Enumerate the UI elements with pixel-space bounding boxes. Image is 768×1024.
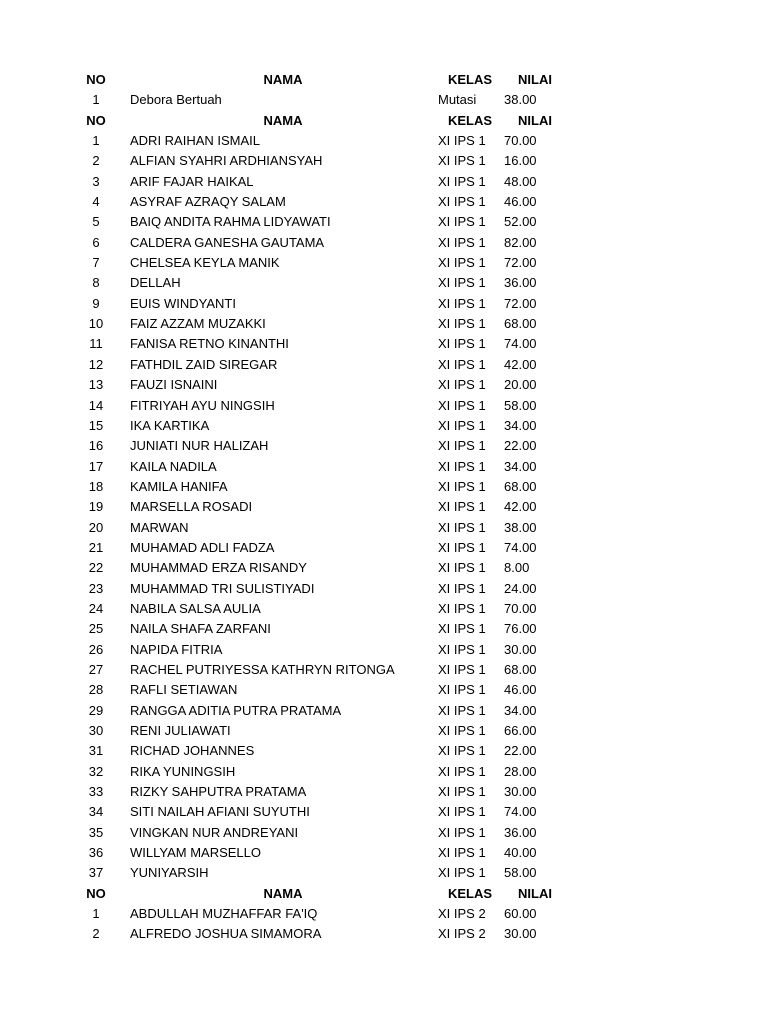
cell-no: 26 bbox=[88, 641, 104, 657]
cell-nilai: 82.00 bbox=[504, 234, 537, 250]
cell-kelas: XI IPS 1 bbox=[438, 580, 486, 596]
cell-kelas: XI IPS 1 bbox=[438, 153, 486, 169]
cell-kelas: XI IPS 2 bbox=[438, 926, 486, 942]
cell-kelas: XI IPS 2 bbox=[438, 906, 486, 922]
cell-kelas: XI IPS 1 bbox=[438, 458, 486, 474]
table-row bbox=[0, 273, 768, 293]
table-row bbox=[0, 599, 768, 619]
header-no: NO bbox=[86, 885, 106, 901]
table-row bbox=[0, 497, 768, 517]
cell-nama: FANISA RETNO KINANTHI bbox=[130, 336, 289, 352]
cell-nilai: 74.00 bbox=[504, 336, 537, 352]
cell-nama: SITI NAILAH AFIANI SUYUTHI bbox=[130, 804, 310, 820]
grade-sheet bbox=[0, 70, 768, 945]
cell-nilai: 22.00 bbox=[504, 438, 537, 454]
cell-no: 20 bbox=[88, 519, 104, 535]
header-nilai: NILAI bbox=[518, 885, 552, 901]
table-row bbox=[0, 396, 768, 416]
cell-no: 31 bbox=[88, 743, 104, 759]
table-row bbox=[0, 518, 768, 538]
cell-kelas: XI IPS 1 bbox=[438, 356, 486, 372]
cell-nama: CALDERA GANESHA GAUTAMA bbox=[130, 234, 325, 250]
cell-nilai: 34.00 bbox=[504, 417, 537, 433]
cell-no: 28 bbox=[88, 682, 104, 698]
cell-nama: KAILA NADILA bbox=[130, 458, 217, 474]
cell-nilai: 8.00 bbox=[504, 560, 530, 576]
cell-no: 2 bbox=[92, 153, 100, 169]
cell-nama: IKA KARTIKA bbox=[130, 417, 210, 433]
cell-nilai: 52.00 bbox=[504, 214, 537, 230]
cell-nilai: 22.00 bbox=[504, 743, 537, 759]
cell-no: 15 bbox=[88, 417, 104, 433]
cell-nilai: 70.00 bbox=[504, 133, 537, 149]
cell-nilai: 42.00 bbox=[504, 356, 537, 372]
table-row bbox=[0, 762, 768, 782]
cell-nama: MARWAN bbox=[130, 519, 189, 535]
cell-nilai: 28.00 bbox=[504, 763, 537, 779]
cell-nama: ARIF FAJAR HAIKAL bbox=[130, 173, 254, 189]
cell-nama: YUNIYARSIH bbox=[130, 865, 209, 881]
cell-nama: RICHAD JOHANNES bbox=[130, 743, 255, 759]
cell-no: 4 bbox=[92, 194, 100, 210]
cell-kelas: XI IPS 1 bbox=[438, 824, 486, 840]
cell-kelas: XI IPS 1 bbox=[438, 600, 486, 616]
cell-nama: KAMILA HANIFA bbox=[130, 478, 228, 494]
cell-kelas: XI IPS 1 bbox=[438, 763, 486, 779]
cell-nilai: 68.00 bbox=[504, 316, 537, 332]
cell-nama: FAIZ AZZAM MUZAKKI bbox=[130, 316, 266, 332]
cell-no: 22 bbox=[88, 560, 104, 576]
cell-nama: WILLYAM MARSELLO bbox=[130, 845, 261, 861]
cell-no: 10 bbox=[88, 316, 104, 332]
cell-nilai: 34.00 bbox=[504, 702, 537, 718]
cell-kelas: XI IPS 1 bbox=[438, 133, 486, 149]
table-row bbox=[0, 253, 768, 273]
cell-nama: ABDULLAH MUZHAFFAR FA'IQ bbox=[130, 906, 318, 922]
cell-kelas: XI IPS 1 bbox=[438, 845, 486, 861]
table-row bbox=[0, 436, 768, 456]
cell-nilai: 42.00 bbox=[504, 499, 537, 515]
cell-nilai: 24.00 bbox=[504, 580, 537, 596]
cell-kelas: XI IPS 1 bbox=[438, 397, 486, 413]
cell-nilai: 40.00 bbox=[504, 845, 537, 861]
cell-kelas: XI IPS 1 bbox=[438, 682, 486, 698]
table-row bbox=[0, 416, 768, 436]
cell-nama: BAIQ ANDITA RAHMA LIDYAWATI bbox=[130, 214, 331, 230]
cell-no: 17 bbox=[88, 458, 104, 474]
table-row bbox=[0, 457, 768, 477]
table-header-row bbox=[0, 70, 768, 90]
cell-no: 25 bbox=[88, 621, 104, 637]
cell-kelas: XI IPS 1 bbox=[438, 743, 486, 759]
cell-no: 3 bbox=[92, 173, 100, 189]
cell-nama: ALFIAN SYAHRI ARDHIANSYAH bbox=[130, 153, 323, 169]
header-kelas: KELAS bbox=[447, 112, 493, 128]
cell-nama: RACHEL PUTRIYESSA KATHRYN RITONGA bbox=[130, 661, 395, 677]
cell-nama: Debora Bertuah bbox=[130, 92, 222, 108]
cell-nama: NAPIDA FITRIA bbox=[130, 641, 223, 657]
table-row bbox=[0, 334, 768, 354]
cell-nilai: 70.00 bbox=[504, 600, 537, 616]
table-row bbox=[0, 904, 768, 924]
cell-no: 23 bbox=[88, 580, 104, 596]
cell-nilai: 74.00 bbox=[504, 804, 537, 820]
cell-nama: NABILA SALSA AULIA bbox=[130, 600, 261, 616]
cell-kelas: XI IPS 1 bbox=[438, 316, 486, 332]
cell-no: 9 bbox=[92, 295, 100, 311]
header-nama: NAMA bbox=[263, 885, 303, 901]
table-header-row bbox=[0, 111, 768, 131]
cell-no: 11 bbox=[89, 336, 103, 352]
cell-nilai: 36.00 bbox=[504, 275, 537, 291]
cell-kelas: XI IPS 1 bbox=[438, 723, 486, 738]
cell-nilai: 38.00 bbox=[504, 519, 537, 535]
table-row bbox=[0, 924, 768, 944]
cell-nilai: 46.00 bbox=[504, 682, 537, 698]
table-row bbox=[0, 660, 768, 680]
cell-nama: MUHAMAD ADLI FADZA bbox=[130, 539, 275, 555]
table-row bbox=[0, 701, 768, 721]
table-row bbox=[0, 294, 768, 314]
table-row bbox=[0, 579, 768, 599]
cell-nama: MUHAMMAD ERZA RISANDY bbox=[130, 560, 307, 576]
header-nilai: NILAI bbox=[518, 72, 552, 87]
table-row bbox=[0, 375, 768, 395]
header-kelas: KELAS bbox=[447, 72, 493, 87]
cell-kelas: XI IPS 1 bbox=[438, 621, 486, 637]
cell-nilai: 58.00 bbox=[504, 865, 537, 881]
table-row bbox=[0, 172, 768, 192]
cell-no: 33 bbox=[88, 784, 104, 800]
cell-no: 7 bbox=[92, 255, 100, 271]
cell-kelas: XI IPS 1 bbox=[438, 865, 486, 881]
cell-kelas: XI IPS 1 bbox=[438, 438, 486, 454]
cell-nilai: 58.00 bbox=[504, 397, 537, 413]
header-kelas: KELAS bbox=[447, 885, 493, 901]
header-nilai: NILAI bbox=[518, 112, 552, 128]
table-row bbox=[0, 640, 768, 660]
header-nama: NAMA bbox=[263, 112, 303, 128]
cell-no: 21 bbox=[88, 539, 104, 555]
cell-kelas: XI IPS 1 bbox=[438, 194, 486, 210]
cell-nama: ALFREDO JOSHUA SIMAMORA bbox=[130, 926, 322, 942]
cell-nama: FATHDIL ZAID SIREGAR bbox=[130, 356, 278, 372]
table-row bbox=[0, 863, 768, 883]
table-row bbox=[0, 538, 768, 558]
cell-nama: ASYRAF AZRAQY SALAM bbox=[130, 194, 286, 210]
cell-nama: FITRIYAH AYU NINGSIH bbox=[130, 397, 275, 413]
table-row bbox=[0, 314, 768, 334]
cell-no: 18 bbox=[88, 478, 104, 494]
cell-no: 14 bbox=[88, 397, 104, 413]
cell-nama: RAFLI SETIAWAN bbox=[130, 682, 238, 698]
cell-nilai: 68.00 bbox=[504, 661, 537, 677]
cell-nilai: 76.00 bbox=[504, 621, 537, 637]
table-row bbox=[0, 802, 768, 822]
table-row bbox=[0, 619, 768, 639]
cell-nilai: 20.00 bbox=[504, 377, 537, 393]
cell-no: 29 bbox=[88, 702, 104, 718]
cell-kelas: XI IPS 1 bbox=[438, 478, 486, 494]
table-row bbox=[0, 782, 768, 802]
cell-no: 24 bbox=[88, 600, 104, 616]
cell-kelas: XI IPS 1 bbox=[438, 519, 486, 535]
cell-kelas: XI IPS 1 bbox=[438, 377, 486, 393]
cell-nilai: 30.00 bbox=[504, 926, 537, 942]
cell-nama: MARSELLA ROSADI bbox=[130, 499, 253, 515]
cell-nama: RENI JULIAWATI bbox=[130, 723, 231, 738]
cell-nama: MUHAMMAD TRI SULISTIYADI bbox=[130, 580, 315, 596]
table-row bbox=[0, 558, 768, 578]
table-row bbox=[0, 680, 768, 700]
cell-kelas: XI IPS 1 bbox=[438, 539, 486, 555]
table-row bbox=[0, 823, 768, 843]
table-row bbox=[0, 90, 768, 110]
cell-nama: RIZKY SAHPUTRA PRATAMA bbox=[130, 784, 307, 800]
cell-no: 8 bbox=[92, 275, 100, 291]
table-row bbox=[0, 843, 768, 863]
cell-no: 1 bbox=[92, 906, 100, 922]
cell-nama: NAILA SHAFA ZARFANI bbox=[130, 621, 271, 637]
cell-nama: EUIS WINDYANTI bbox=[130, 295, 236, 311]
header-nama: NAMA bbox=[263, 72, 303, 87]
cell-nama: RIKA YUNINGSIH bbox=[130, 763, 236, 779]
cell-no: 35 bbox=[88, 824, 104, 840]
table-row bbox=[0, 151, 768, 171]
header-no: NO bbox=[86, 112, 106, 128]
cell-nama: FAUZI ISNAINI bbox=[130, 377, 218, 393]
cell-kelas: XI IPS 1 bbox=[438, 234, 486, 250]
cell-nama: VINGKAN NUR ANDREYANI bbox=[130, 824, 299, 840]
cell-nama: RANGGA ADITIA PUTRA PRATAMA bbox=[130, 702, 342, 718]
cell-no: 16 bbox=[88, 438, 104, 454]
table-row bbox=[0, 477, 768, 497]
cell-no: 32 bbox=[88, 763, 104, 779]
cell-kelas: XI IPS 1 bbox=[438, 275, 486, 291]
cell-nilai: 72.00 bbox=[504, 255, 537, 271]
cell-nilai: 38.00 bbox=[504, 92, 537, 108]
cell-nama: DELLAH bbox=[130, 275, 181, 291]
cell-no: 13 bbox=[88, 377, 104, 393]
cell-nilai: 30.00 bbox=[504, 784, 537, 800]
cell-no: 37 bbox=[88, 865, 104, 881]
cell-kelas: XI IPS 1 bbox=[438, 295, 486, 311]
cell-kelas: XI IPS 1 bbox=[438, 661, 486, 677]
cell-nilai: 30.00 bbox=[504, 641, 537, 657]
cell-kelas: XI IPS 1 bbox=[438, 560, 486, 576]
cell-kelas: XI IPS 1 bbox=[438, 417, 486, 433]
cell-no: 1 bbox=[92, 133, 100, 149]
table-row bbox=[0, 233, 768, 253]
table-row bbox=[0, 741, 768, 761]
cell-nama: JUNIATI NUR HALIZAH bbox=[130, 438, 269, 454]
cell-nilai: 34.00 bbox=[504, 458, 537, 474]
table-row bbox=[0, 721, 768, 741]
cell-nama: ADRI RAIHAN ISMAIL bbox=[130, 133, 261, 149]
cell-nilai: 72.00 bbox=[504, 295, 537, 311]
cell-kelas: XI IPS 1 bbox=[438, 214, 486, 230]
cell-kelas: XI IPS 1 bbox=[438, 784, 486, 800]
cell-nilai: 66.00 bbox=[504, 723, 537, 738]
cell-nilai: 60.00 bbox=[504, 906, 537, 922]
cell-no: 30 bbox=[88, 723, 104, 738]
cell-no: 1 bbox=[92, 92, 100, 108]
cell-no: 2 bbox=[92, 926, 100, 942]
cell-kelas: XI IPS 1 bbox=[438, 255, 486, 271]
cell-no: 36 bbox=[88, 845, 104, 861]
header-no: NO bbox=[86, 72, 106, 87]
table-row bbox=[0, 131, 768, 151]
cell-nilai: 68.00 bbox=[504, 478, 537, 494]
cell-kelas: Mutasi bbox=[438, 92, 477, 108]
cell-kelas: XI IPS 1 bbox=[438, 173, 486, 189]
cell-nilai: 16.00 bbox=[504, 153, 537, 169]
cell-no: 27 bbox=[88, 661, 104, 677]
cell-no: 34 bbox=[88, 804, 104, 820]
cell-kelas: XI IPS 1 bbox=[438, 336, 486, 352]
cell-nilai: 46.00 bbox=[504, 194, 537, 210]
cell-no: 19 bbox=[88, 499, 104, 515]
cell-kelas: XI IPS 1 bbox=[438, 499, 486, 515]
cell-nilai: 74.00 bbox=[504, 539, 537, 555]
cell-nilai: 36.00 bbox=[504, 824, 537, 840]
cell-kelas: XI IPS 1 bbox=[438, 804, 486, 820]
cell-kelas: XI IPS 1 bbox=[438, 641, 486, 657]
cell-nilai: 48.00 bbox=[504, 173, 537, 189]
cell-kelas: XI IPS 1 bbox=[438, 702, 486, 718]
table-row bbox=[0, 212, 768, 232]
cell-nama: CHELSEA KEYLA MANIK bbox=[130, 255, 280, 271]
cell-no: 12 bbox=[88, 356, 104, 372]
cell-no: 5 bbox=[92, 214, 100, 230]
table-row bbox=[0, 355, 768, 375]
table-row bbox=[0, 192, 768, 212]
table-header-row bbox=[0, 884, 768, 904]
cell-no: 6 bbox=[92, 234, 100, 250]
